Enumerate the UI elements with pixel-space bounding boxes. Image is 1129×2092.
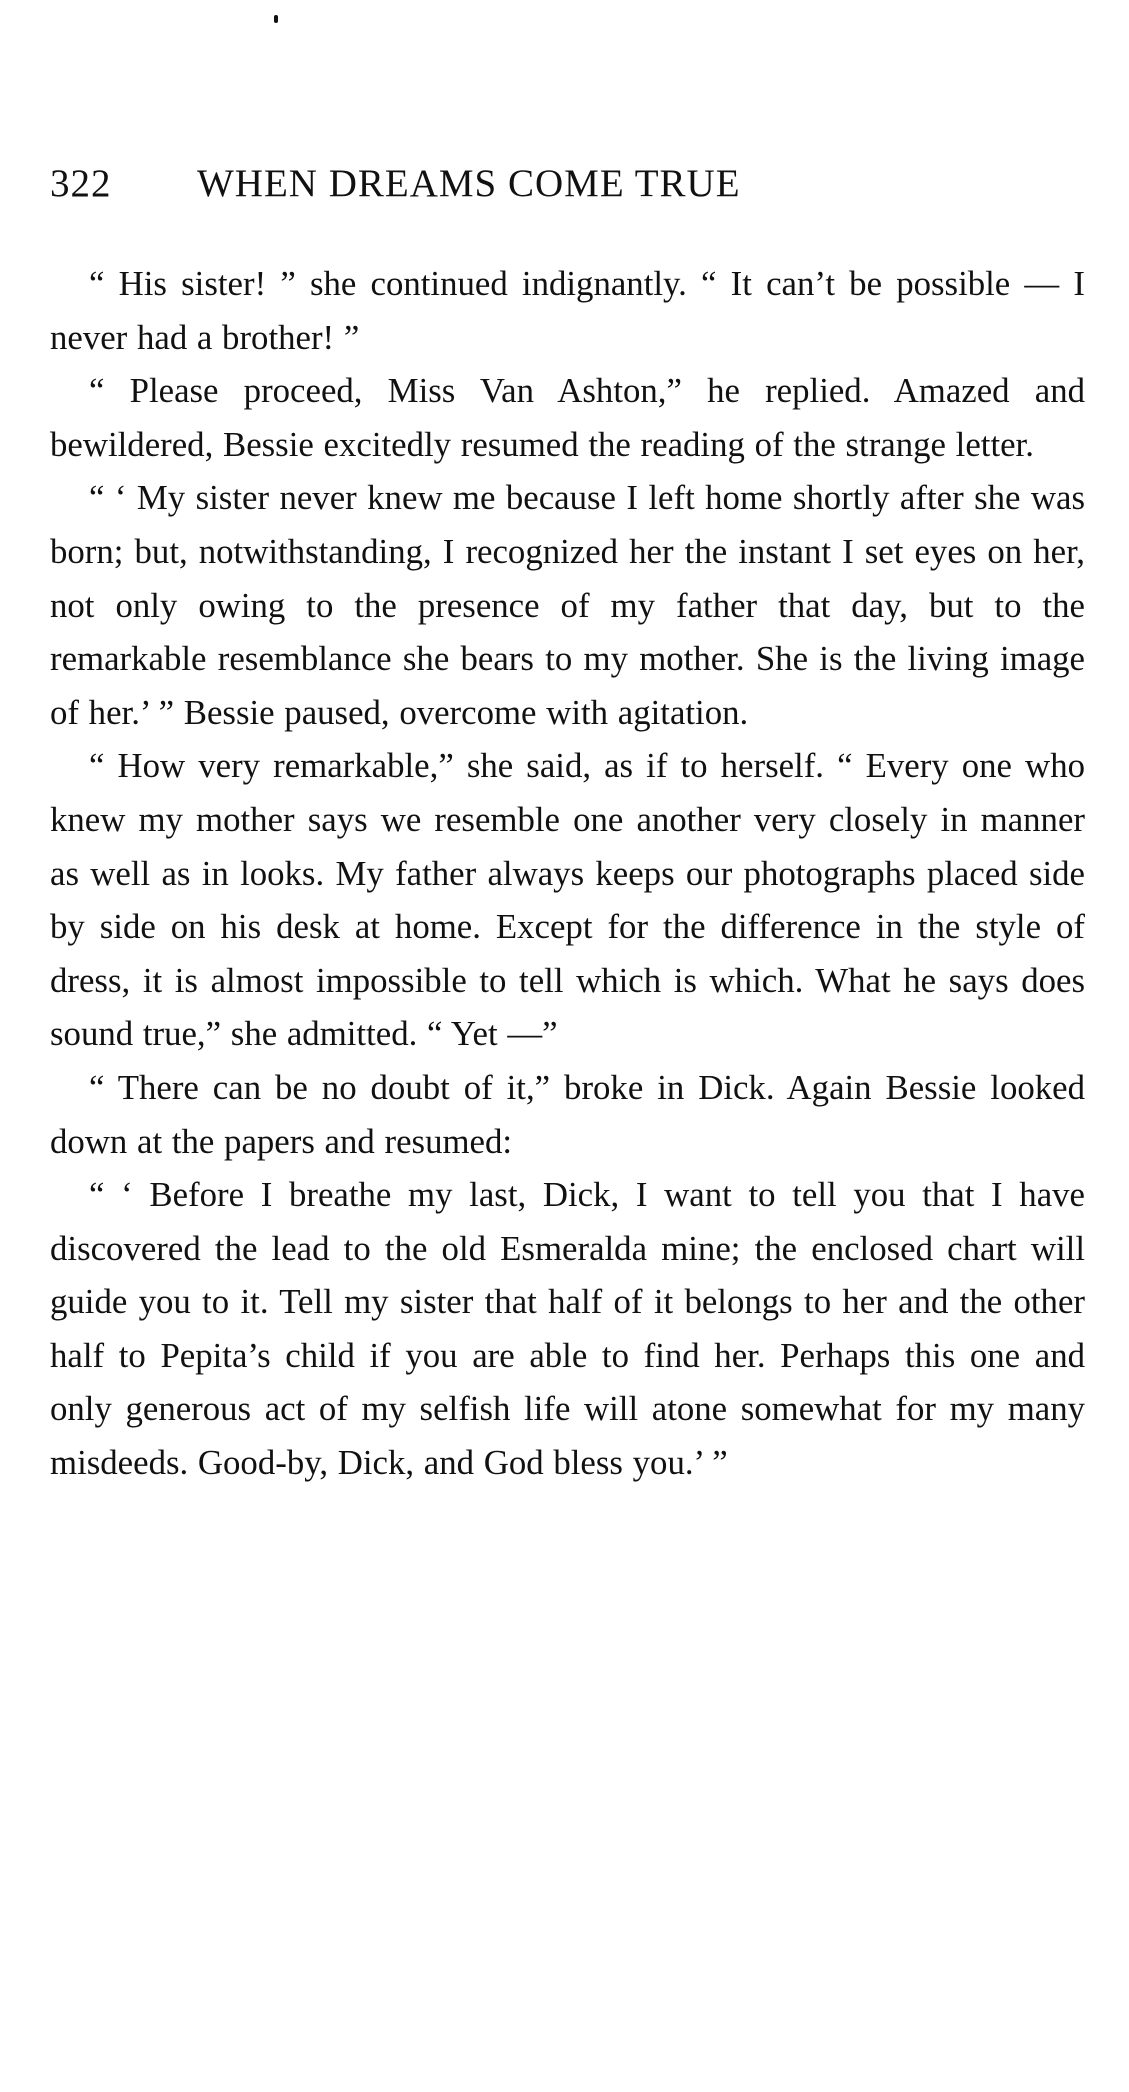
paragraph-4: “ How very remarkable,” she said, as if to herself. “ Every one who knew my mother says we resemble one another very closely in manner as well as in looks. My father always keeps our photographs placed side by side on his desk at home. Except for the difference in the style of dress, it is almost impossible to tell which is which. What he says does sound true,” she admitted. “ Yet —”: [50, 746, 1085, 1054]
body-text: [50, 257, 1085, 1490]
running-title: WHEN DREAMS COME TRUE: [197, 162, 741, 205]
paragraph-5: “ There can be no doubt of it,” broke in Dick. Again Bessie looked down at the papers and resumed:: [50, 1067, 1085, 1161]
paragraph-6: “ ‘ Before I breathe my last, Dick, I want to tell you that I have discovered the lead to the old Esmeralda mine; the enclosed chart will guide you to it. Tell my sister that half of it belongs to her and the other half to Pepita’s child if you are able to find her. Perhaps this one and only generous act of my selfish life will atone somewhat for my many misdeeds. Good-by, Dick, and God bless you.’ ”: [50, 1175, 1085, 1483]
page-header: [50, 160, 1085, 208]
book-page: [50, 0, 1085, 2092]
paragraph-1: “ His sister! ” she continued indignantly. “ It can’t be possible — I never had a brother! ”: [50, 264, 1085, 357]
paragraph-3: “ ‘ My sister never knew me because I left home shortly after she was born; but, notwithstanding, I recognized her the instant I set eyes on her, not only owing to the presence of my father that day, but to the remarkable resemblance she bears to my mother. She is the living image of her.’ ” Bessie paused, overcome with agitation.: [50, 478, 1085, 732]
ink-speck: [274, 15, 278, 23]
page-number: 322: [50, 162, 112, 205]
paragraph-2: “ Please proceed, Miss Van Ashton,” he replied. Amazed and bewildered, Bessie excitedly resumed the reading of the strange letter.: [50, 371, 1085, 464]
